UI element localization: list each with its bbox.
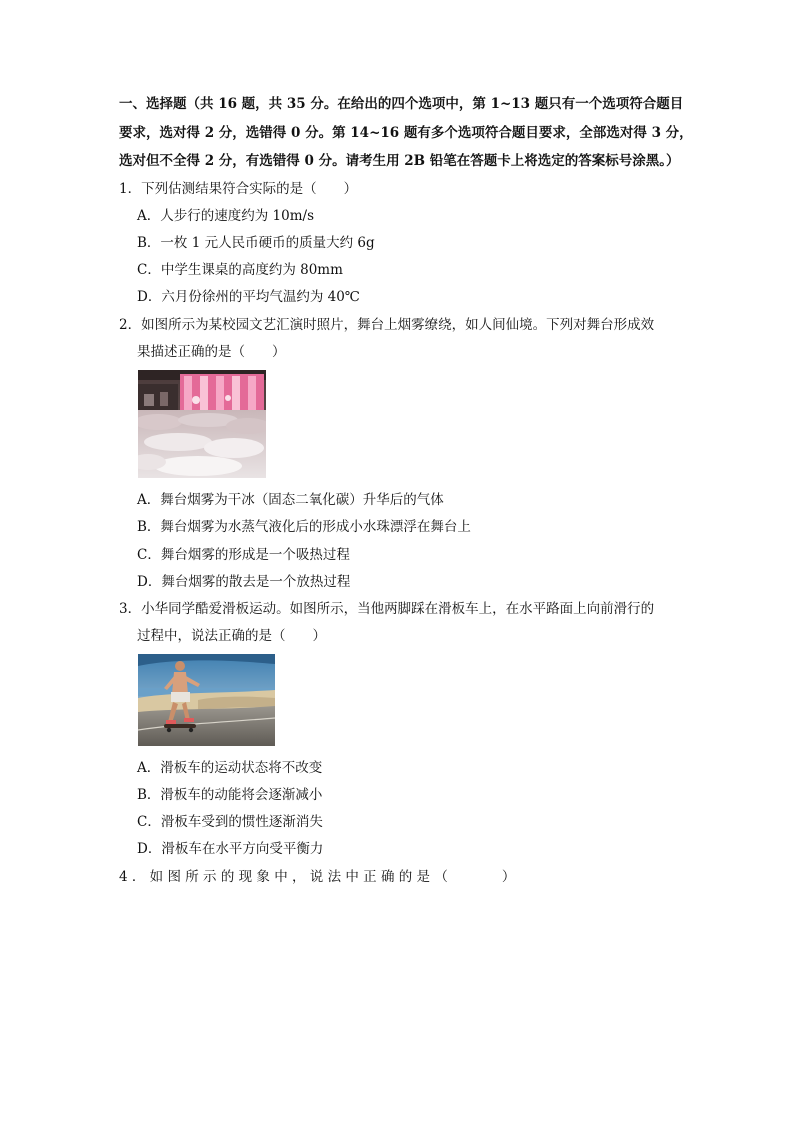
question-3-stem-line-2: 过程中，说法正确的是（ ） [137, 628, 326, 644]
question-1-option-c: C．中学生课桌的高度约为 80mm [137, 262, 343, 278]
question-3-option-d: D．滑板车在水平方向受平衡力 [137, 841, 324, 857]
section-heading-line-2: 要求，选对得 2 分，选错得 0 分。第 14~16 题有多个选项符合题目要求，全部选对得 3 分， [119, 125, 693, 141]
question-2-option-b: B．舞台烟雾为水蒸气液化后的形成小水珠漂浮在舞台上 [137, 519, 471, 535]
question-2-stem-line-1: 2．如图所示为某校园文艺汇演时照片，舞台上烟雾缭绕，如人间仙境。下列对舞台形成效 [119, 317, 655, 333]
question-3-option-a: A．滑板车的运动状态将不改变 [137, 760, 323, 776]
question-2-option-c: C．舞台烟雾的形成是一个吸热过程 [137, 547, 350, 563]
section-heading-line-3: 选对但不全得 2 分，有选错得 0 分。请考生用 2B 铅笔在答题卡上将选定的答案标号涂黑。） [119, 153, 680, 169]
question-1-option-b: B．一枚 1 元人民币硬币的质量大约 6g [137, 235, 375, 251]
question-1-option-a: A．人步行的速度约为 10m/s [137, 208, 314, 224]
question-3-option-b: B．滑板车的动能将会逐渐减小 [137, 787, 323, 803]
section-heading-line-1: 一、选择题（共 16 题，共 35 分。在给出的四个选项中，第 1~13 题只有一个选项符合题目 [119, 96, 684, 112]
skateboard-photo [138, 654, 275, 746]
question-4-stem: 4 ． 如 图 所 示 的 现 象 中 ， 说 法 中 正 确 的 是 （ ） [119, 869, 516, 885]
question-2-stem-line-2: 果描述正确的是（ ） [137, 344, 286, 360]
question-3-option-c: C．滑板车受到的惯性逐渐消失 [137, 814, 323, 830]
question-1-stem: 1．下列估测结果符合实际的是（ ） [119, 181, 358, 197]
question-2-option-a: A．舞台烟雾为干冰（固态二氧化碳）升华后的气体 [137, 492, 444, 508]
stage-fog-photo [138, 370, 266, 478]
question-2-option-d: D．舞台烟雾的散去是一个放热过程 [137, 574, 351, 590]
question-1-option-d: D．六月份徐州的平均气温约为 40℃ [137, 289, 360, 305]
question-3-stem-line-1: 3．小华同学酷爱滑板运动。如图所示，当他两脚踩在滑板车上，在水平路面上向前滑行的 [119, 601, 655, 617]
